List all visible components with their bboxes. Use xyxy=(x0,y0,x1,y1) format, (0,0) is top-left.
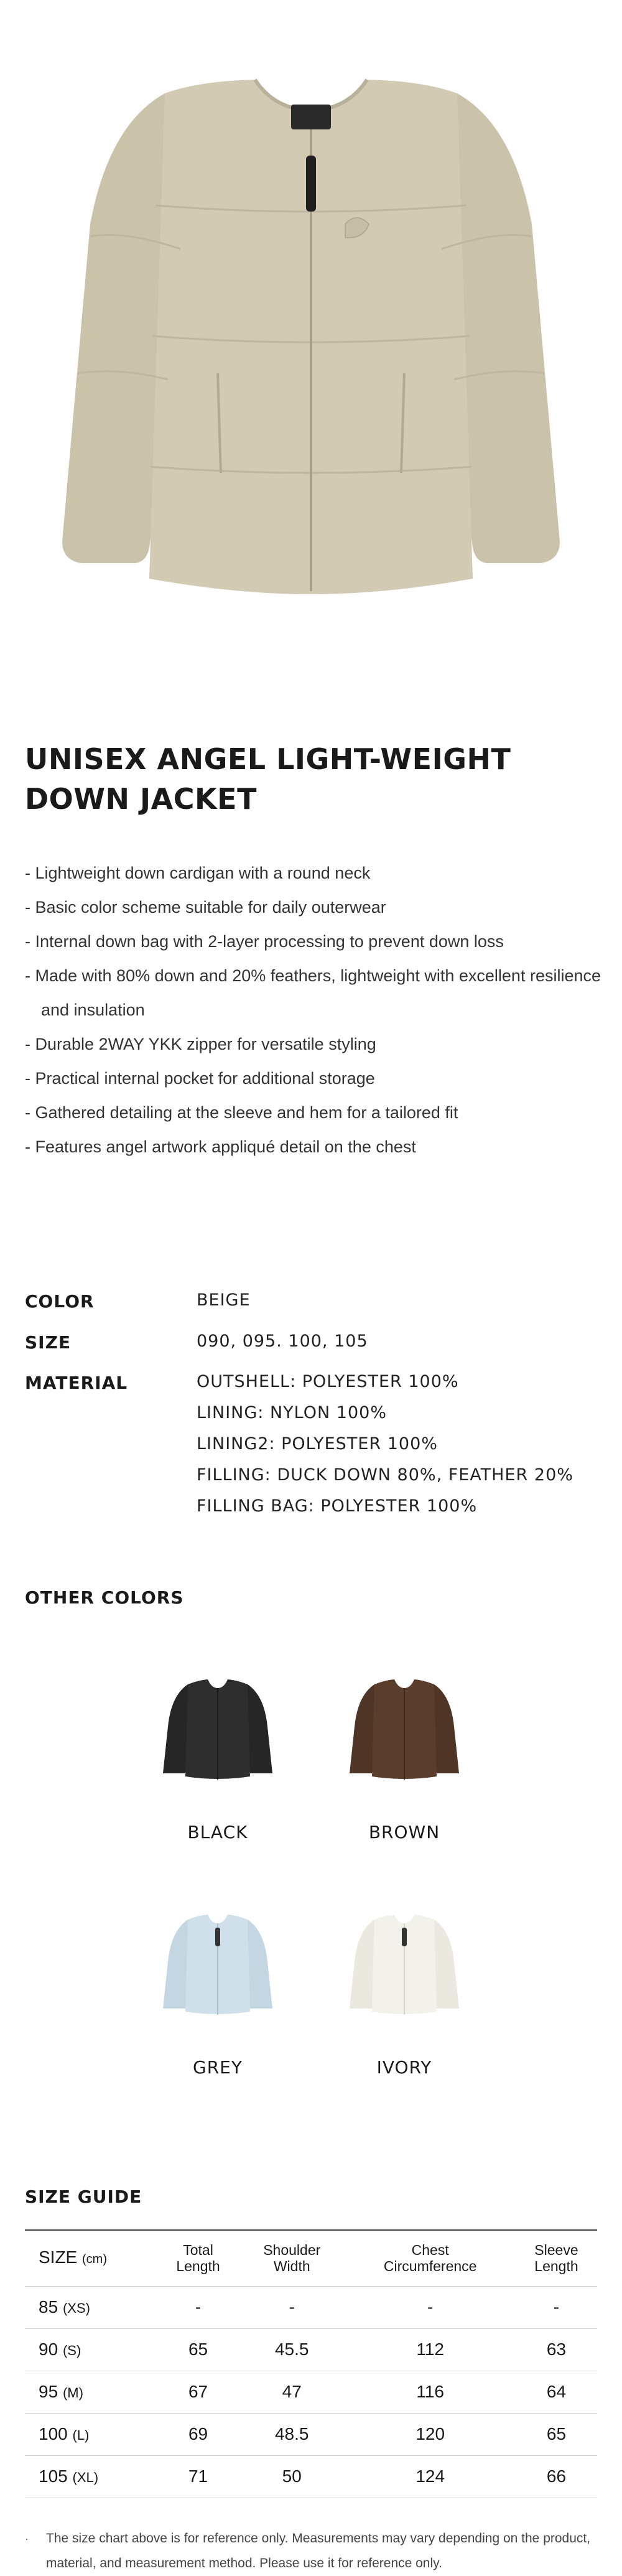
color-swatch-ivory[interactable] xyxy=(342,1893,466,2018)
size-table-header xyxy=(25,2230,597,2286)
cell-chest: - xyxy=(345,2286,515,2328)
feature-item: - Internal down bag with 2-layer processing to prevent down loss xyxy=(25,932,504,951)
cell-chest: 124 xyxy=(345,2455,515,2498)
color-label-black[interactable]: BLACK xyxy=(187,1822,248,1842)
header-size xyxy=(25,2230,157,2286)
cell-total-length: - xyxy=(157,2286,239,2328)
feature-item: - Durable 2WAY YKK zipper for versatile styling xyxy=(25,1035,376,1053)
cell-shoulder-width: 47 xyxy=(239,2371,345,2413)
size-code: (XL) xyxy=(72,2470,99,2485)
product-main-image xyxy=(0,0,622,622)
header-total-length xyxy=(157,2230,239,2286)
feature-list xyxy=(25,856,610,1164)
table-row xyxy=(25,2371,597,2413)
material-list xyxy=(197,1366,573,1522)
note-bullet: · xyxy=(25,2532,29,2545)
color-label-grey[interactable]: GREY xyxy=(193,2057,243,2078)
cell-sleeve-length: 65 xyxy=(516,2413,597,2455)
header-total-line2: Length xyxy=(176,2258,220,2275)
header-total-line1: Total xyxy=(183,2242,213,2259)
jacket-illustration xyxy=(0,0,622,622)
size-number: 85 xyxy=(39,2297,58,2317)
color-swatch-brown[interactable] xyxy=(342,1658,466,1783)
cell-shoulder-width: 45.5 xyxy=(239,2328,345,2371)
ivory-jacket-thumbnail xyxy=(342,1893,466,2018)
size-number: 105 xyxy=(39,2466,68,2486)
row-size xyxy=(25,2286,157,2328)
color-label-brown[interactable]: BROWN xyxy=(368,1822,440,1842)
cell-chest: 112 xyxy=(345,2328,515,2371)
zipper-pull xyxy=(306,156,316,212)
table-row xyxy=(25,2286,597,2328)
material-item: FILLING: DUCK DOWN 80%, FEATHER 20% xyxy=(197,1465,573,1485)
cell-total-length: 67 xyxy=(157,2371,239,2413)
cell-chest: 120 xyxy=(345,2413,515,2455)
row-size xyxy=(25,2328,157,2371)
spec-color-label: COLOR xyxy=(25,1291,95,1312)
beige-jacket xyxy=(62,80,560,594)
header-size-label: SIZE xyxy=(39,2247,78,2267)
material-item: FILLING BAG: POLYESTER 100% xyxy=(197,1496,478,1516)
cell-chest: 116 xyxy=(345,2371,515,2413)
cell-total-length: 71 xyxy=(157,2455,239,2498)
size-code: (XS) xyxy=(62,2300,90,2316)
size-code: (S) xyxy=(62,2343,81,2358)
feature-item: - Lightweight down cardigan with a round neck xyxy=(25,864,371,882)
header-shoulder-line2: Width xyxy=(273,2258,310,2275)
size-guide-table xyxy=(25,2229,597,2498)
feature-item: - Practical internal pocket for additional storage xyxy=(25,1069,375,1088)
row-size xyxy=(25,2455,157,2498)
header-shoulder-width xyxy=(239,2230,345,2286)
material-item: LINING: NYLON 100% xyxy=(197,1403,387,1422)
material-item: LINING2: POLYESTER 100% xyxy=(197,1434,438,1454)
spec-color-value: BEIGE xyxy=(197,1290,251,1310)
brown-jacket-thumbnail xyxy=(342,1658,466,1783)
cell-shoulder-width: 50 xyxy=(239,2455,345,2498)
size-number: 95 xyxy=(39,2382,58,2401)
row-size xyxy=(25,2371,157,2413)
feature-item: - Features angel artwork appliqué detail on the chest xyxy=(25,1137,416,1156)
note-text: The size chart above is for reference only. Measurements may vary depending on the product, material, and measurement method. Please use it for reference only. xyxy=(46,2531,591,2570)
cell-total-length: 65 xyxy=(157,2328,239,2371)
header-sleeve-line1: Sleeve xyxy=(534,2242,578,2259)
spec-material-label: MATERIAL xyxy=(25,1373,128,1393)
cell-sleeve-length: 63 xyxy=(516,2328,597,2371)
other-colors-heading: OTHER COLORS xyxy=(25,1587,184,1608)
feature-item: - Made with 80% down and 20% feathers, lightweight with excellent resilience and insulation xyxy=(25,966,601,1019)
header-chest-line2: Circumference xyxy=(383,2258,477,2275)
spec-size-value: 090, 095. 100, 105 xyxy=(197,1332,368,1351)
cell-sleeve-length: 66 xyxy=(516,2455,597,2498)
header-sleeve-length xyxy=(516,2230,597,2286)
header-chest-line1: Chest xyxy=(411,2242,449,2259)
size-number: 100 xyxy=(39,2424,68,2443)
size-code: (M) xyxy=(62,2385,83,2401)
cell-shoulder-width: - xyxy=(239,2286,345,2328)
material-item: OUTSHELL: POLYESTER 100% xyxy=(197,1372,459,1391)
cell-total-length: 69 xyxy=(157,2413,239,2455)
color-swatch-grey[interactable] xyxy=(156,1893,280,2018)
cell-sleeve-length: 64 xyxy=(516,2371,597,2413)
size-guide-heading: SIZE GUIDE xyxy=(25,2186,142,2207)
color-swatch-black[interactable] xyxy=(156,1658,280,1783)
row-size xyxy=(25,2413,157,2455)
header-sleeve-line2: Length xyxy=(534,2258,578,2275)
cell-shoulder-width: 48.5 xyxy=(239,2413,345,2455)
product-title: UNISEX ANGEL LIGHT-WEIGHT DOWN JACKET xyxy=(25,742,511,816)
black-jacket-thumbnail xyxy=(156,1658,280,1783)
grey-jacket-thumbnail xyxy=(156,1893,280,2018)
table-row xyxy=(25,2413,597,2455)
spec-size-label: SIZE xyxy=(25,1332,72,1353)
table-row xyxy=(25,2328,597,2371)
size-code: (L) xyxy=(72,2427,90,2443)
feature-item: - Gathered detailing at the sleeve and hem for a tailored fit xyxy=(25,1103,458,1122)
neck-label xyxy=(291,105,331,129)
table-row xyxy=(25,2455,597,2498)
header-chest-circumference xyxy=(345,2230,515,2286)
header-shoulder-line1: Shoulder xyxy=(263,2242,321,2259)
color-label-ivory[interactable]: IVORY xyxy=(376,2057,432,2078)
header-size-unit: (cm) xyxy=(82,2252,107,2266)
cell-sleeve-length: - xyxy=(516,2286,597,2328)
size-number: 90 xyxy=(39,2340,58,2359)
feature-item: - Basic color scheme suitable for daily outerwear xyxy=(25,898,386,917)
